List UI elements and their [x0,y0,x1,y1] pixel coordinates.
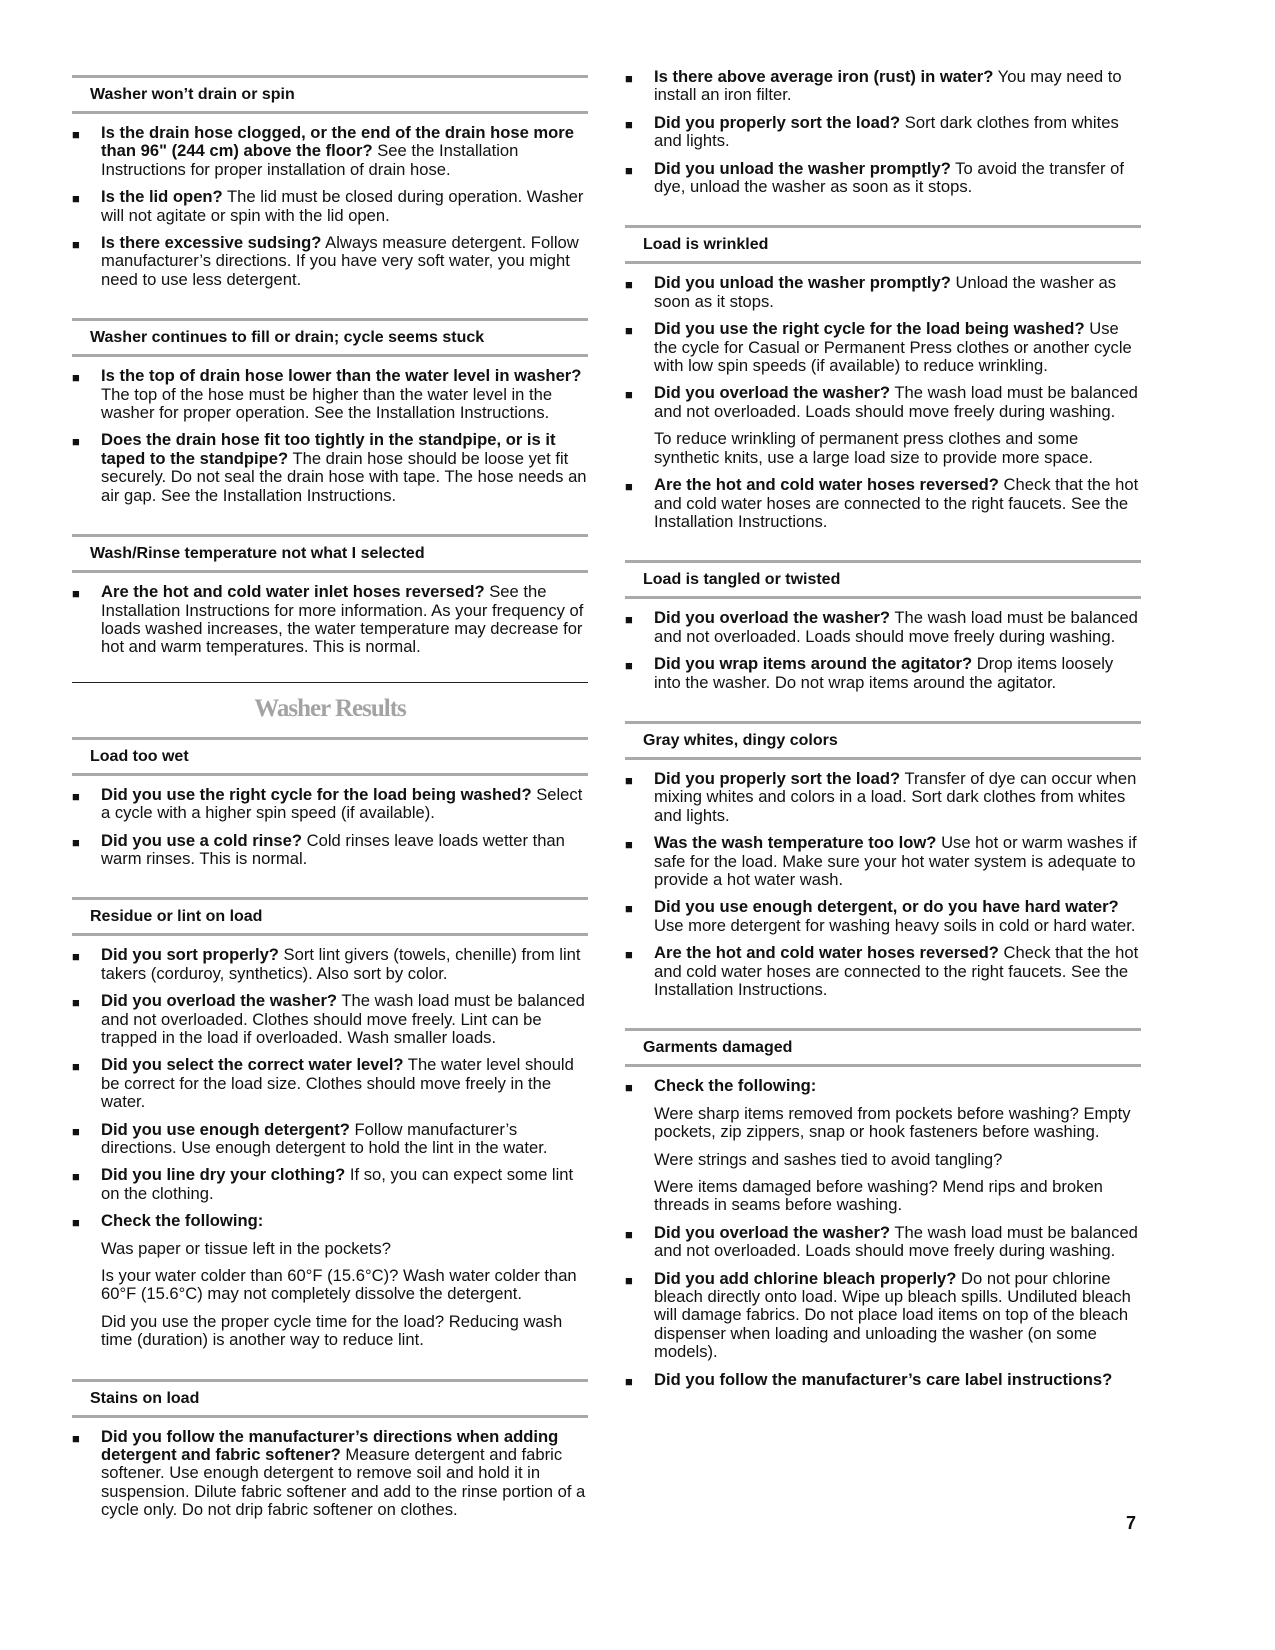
troubleshooting-section [72,1379,588,1535]
item-note: Were sharp items removed from pockets before washing? Empty pockets, zip zippers, snap or hook fasteners before washing. [654,1103,1131,1142]
item-question: Did you select the correct water level? [101,1055,404,1075]
item-answer: Always measure detergent. Follow manufacturer’s directions. If you have very soft water, you might need to use less detergent. [101,233,579,289]
list-item [625,1270,1141,1362]
bullet-square-icon: ■ [625,387,633,403]
troubleshooting-section [72,897,588,1364]
list-item [625,898,1141,935]
bullet-square-icon: ■ [625,901,633,917]
item-answer: The wash load must be balanced and not overloaded. Loads should move freely during washing. [654,383,1138,421]
bullet-square-icon: ■ [72,995,80,1011]
list-item [625,114,1141,151]
list-item [625,1077,1141,1214]
list-item [625,476,1141,531]
list-item [72,1212,588,1349]
section-title: Washer Results [254,694,406,722]
list-item [625,274,1141,311]
list-item [72,786,588,823]
item-answer: The wash load must be balanced and not overloaded. Loads should move freely during washing. [654,608,1138,646]
list-item [72,367,588,422]
item-list [625,599,1141,707]
item-list [625,1067,1141,1404]
item-question: Did you overload the washer? [654,383,891,403]
item-answer: The water level should be correct for the load size. Clothes should move freely in the water. [101,1055,574,1112]
troubleshooting-section [625,58,1141,211]
item-question: Did you overload the washer? [101,991,338,1011]
bullet-square-icon: ■ [72,586,80,602]
item-answer: Check that the hot and cold water hoses are connected to the right faucets. See the Installation Instructions. [654,943,1139,999]
item-note: Did you use the proper cycle time for the load? Reducing wash time (duration) is another way to reduce lint. [101,1311,563,1350]
bullet-square-icon: ■ [625,479,633,495]
item-list [72,114,588,304]
item-question: Did you unload the washer promptly? [654,158,951,178]
troubleshooting-section [72,75,588,304]
item-question: Did you properly sort the load? [654,112,901,132]
item-note: Is your water colder than 60°F (15.6°C)? Wash water colder than 60°F (15.6°C) may not completely dissolve the detergent. [101,1266,577,1304]
bullet-square-icon: ■ [625,323,633,339]
right-column [625,58,1141,1418]
section-heading: Wash/Rinse temperature not what I selected [90,545,425,563]
item-list [72,776,588,884]
troubleshooting-section [72,534,588,683]
item-question: Did you sort properly? [101,945,279,965]
item-question: Did you use enough detergent? [101,1119,350,1139]
section-heading: Load is tangled or twisted [643,571,841,589]
section-heading: Residue or lint on load [90,908,263,926]
item-answer: Use the cycle for Casual or Permanent Press clothes or another cycle with low spin speeds (if available) to reduce wrinkling. [654,319,1132,376]
item-answer: Sort lint givers (towels, chenille) from lint takers (corduroy, synthetics). Also sort by color. [101,945,581,983]
item-question: Did you add chlorine bleach properly? [654,1268,957,1288]
item-list [625,760,1141,1014]
section-heading: Stains on load [90,1389,200,1407]
list-item [72,832,588,869]
list-item [72,946,588,983]
troubleshooting-section [72,318,588,520]
item-question: Did you use the right cycle for the load being washed? [101,784,532,804]
bullet-square-icon: ■ [72,1215,80,1231]
item-question: Check the following: [101,1211,264,1231]
bullet-square-icon: ■ [72,237,80,253]
section-heading: Garments damaged [643,1039,793,1057]
list-item [72,992,588,1047]
list-item [72,431,588,505]
item-question: Is the top of drain hose lower than the water level in washer? [101,366,582,386]
list-item [625,834,1141,889]
item-answer: Drop items loosely into the washer. Do not wrap items around the agitator. [654,654,1114,692]
item-note: Was paper or tissue left in the pockets? [101,1238,391,1258]
item-answer: The drain hose should be loose yet fit securely. Do not seal the drain hose with tape. The hose needs an air gap. See the Installation Instructions. [101,448,587,505]
list-item [625,770,1141,825]
item-note: Were items damaged before washing? Mend rips and broken threads in seams before washing. [654,1177,1103,1215]
bullet-square-icon: ■ [625,162,633,178]
bullet-square-icon: ■ [625,1080,633,1096]
list-item [72,124,588,179]
item-answer: Follow manufacturer’s directions. Use enough detergent to hold the lint in the water. [101,1119,548,1157]
item-answer: Measure detergent and fabric softener. Use enough detergent to remove soil and hold it in suspension. Dilute fabric softener and add to the rinse portion of a cycle only. Do not drip fabric softener on clothes. [101,1445,586,1520]
item-answer: The lid must be closed during operation. Washer will not agitate or spin with the lid open. [101,187,584,225]
item-list [72,573,588,672]
item-question: Did you use the right cycle for the load being washed? [654,319,1085,339]
item-answer: Transfer of dye can occur when mixing whites and colors in a load. Sort dark clothes from whites and lights. [654,768,1137,825]
item-question: Did you follow the manufacturer’s directions when adding detergent and fabric softener? [101,1426,559,1465]
bullet-square-icon: ■ [625,658,633,674]
list-item [625,320,1141,375]
bullet-square-icon: ■ [625,772,633,788]
bullet-square-icon: ■ [625,1272,633,1288]
list-item [625,609,1141,646]
bullet-square-icon: ■ [72,788,80,804]
item-answer: Select a cycle with a higher spin speed (if available). [101,784,583,823]
troubleshooting-section [72,737,588,884]
bullet-square-icon: ■ [72,191,80,207]
item-question: Is the lid open? [101,187,223,207]
list-item [72,234,588,289]
bullet-square-icon: ■ [72,1123,80,1139]
list-item [72,583,588,657]
item-question: Did you use a cold rinse? [101,830,303,850]
item-question: Is the drain hose clogged, or the end of the drain hose more than 96" (244 cm) above the floor? [101,123,574,161]
item-question: Did you follow the manufacturer’s care label instructions? [654,1369,1113,1389]
bullet-square-icon: ■ [72,434,80,450]
item-question: Are the hot and cold water hoses reversed? [654,475,999,495]
bullet-square-icon: ■ [72,1059,80,1075]
bullet-square-icon: ■ [72,949,80,965]
item-answer: Cold rinses leave loads wetter than warm rinses. This is normal. [101,830,565,868]
item-question: Is there excessive sudsing? [101,233,322,253]
page-number: 7 [1126,1513,1137,1533]
item-answer: Use hot or warm washes if safe for the load. Make sure your hot water system is adequate to provide a hot water wash. [654,833,1137,889]
left-column [72,75,588,1549]
bullet-square-icon: ■ [625,612,633,628]
item-question: Was the wash temperature too low? [654,833,937,853]
bullet-square-icon: ■ [72,1430,80,1446]
troubleshooting-section [625,1028,1141,1404]
item-question: Did you wrap items around the agitator? [654,654,973,674]
item-question: Did you overload the washer? [654,1222,891,1242]
troubleshooting-section [625,721,1141,1014]
item-answer: See the Installation Instructions for proper installation of drain hose. [101,141,519,179]
item-question: Does the drain hose fit too tightly in the standpipe, or is it taped to the standpipe? [101,430,556,468]
bullet-square-icon: ■ [625,277,633,293]
bullet-square-icon: ■ [625,1373,633,1389]
item-list [72,357,588,520]
list-item [625,68,1141,105]
item-question: Is there above average iron (rust) in water? [654,67,994,86]
item-answer: If so, you can expect some lint on the clothing. [101,1165,574,1203]
bullet-square-icon: ■ [72,834,80,850]
list-item [72,1056,588,1111]
section-heading: Washer won’t drain or spin [90,86,295,103]
item-answer: The top of the hose must be higher than the water level in the washer for proper operation. See the Installation Instructions. [101,384,553,423]
list-item [72,1166,588,1203]
item-list [625,264,1141,546]
list-item [625,384,1141,467]
item-answer: Check that the hot and cold water hoses are connected to the right faucets. See the Installation Instructions. [654,475,1139,531]
item-answer: The wash load must be balanced and not overloaded. Clothes should move freely. Lint can be trapped in the load if overloaded. Wash smaller loads. [101,991,585,1047]
item-question: Did you properly sort the load? [654,768,901,788]
bullet-square-icon: ■ [625,71,633,86]
section-heading: Load is wrinkled [643,236,769,254]
item-list [625,58,1141,211]
troubleshooting-section [625,225,1141,546]
list-item [72,1428,588,1520]
item-question: Are the hot and cold water hoses reversed? [654,943,999,963]
item-question: Did you use enough detergent, or do you have hard water? [654,897,1119,917]
list-item [625,944,1141,999]
item-question: Did you overload the washer? [654,608,891,628]
item-answer: Do not pour chlorine bleach directly onto load. Wipe up bleach spills. Undiluted bleach will damage fabrics. Do not place load items on top of the bleach dispenser when loading and unloading the washer (on some models). [654,1268,1131,1362]
item-list [72,936,588,1364]
item-question: Did you line dry your clothing? [101,1165,346,1185]
item-list [72,1418,588,1535]
list-item [72,1121,588,1158]
item-question: Are the hot and cold water inlet hoses reversed? [101,582,485,602]
list-item [625,1224,1141,1261]
section-heading: Load too wet [90,747,189,765]
list-item [625,160,1141,197]
item-answer: Sort dark clothes from whites and lights. [654,112,1119,151]
bullet-square-icon: ■ [72,370,80,386]
item-question: Did you unload the washer promptly? [654,273,951,293]
item-answer: See the Installation Instructions for more information. As your frequency of loads washed increases, the water temperature may decrease for hot and warm temperatures. This is normal. [101,582,584,657]
section-heading: Washer continues to fill or drain; cycle seems stuck [90,329,485,347]
list-item [625,1371,1141,1389]
item-question: Check the following: [654,1076,817,1096]
troubleshooting-section [625,560,1141,707]
item-answer: The wash load must be balanced and not overloaded. Loads should move freely during washing. [654,1222,1138,1261]
item-answer: Use more detergent for washing heavy soils in cold or hard water. [654,915,1136,935]
bullet-square-icon: ■ [625,1226,633,1242]
bullet-square-icon: ■ [72,1169,80,1185]
list-item [625,655,1141,692]
item-note: To reduce wrinkling of permanent press clothes and some synthetic knits, use a large load size to provide more space. [654,429,1094,467]
item-answer: To avoid the transfer of dye, unload the washer as soon as it stops. [654,158,1124,197]
section-heading: Gray whites, dingy colors [643,731,838,749]
list-item [72,188,588,225]
bullet-square-icon: ■ [625,837,633,853]
item-note: Were strings and sashes tied to avoid tangling? [654,1149,1003,1169]
bullet-square-icon: ■ [625,947,633,963]
bullet-square-icon: ■ [72,127,80,142]
bullet-square-icon: ■ [625,116,633,132]
item-answer: Unload the washer as soon as it stops. [654,273,1116,311]
item-answer: You may need to install an iron filter. [654,67,1122,105]
